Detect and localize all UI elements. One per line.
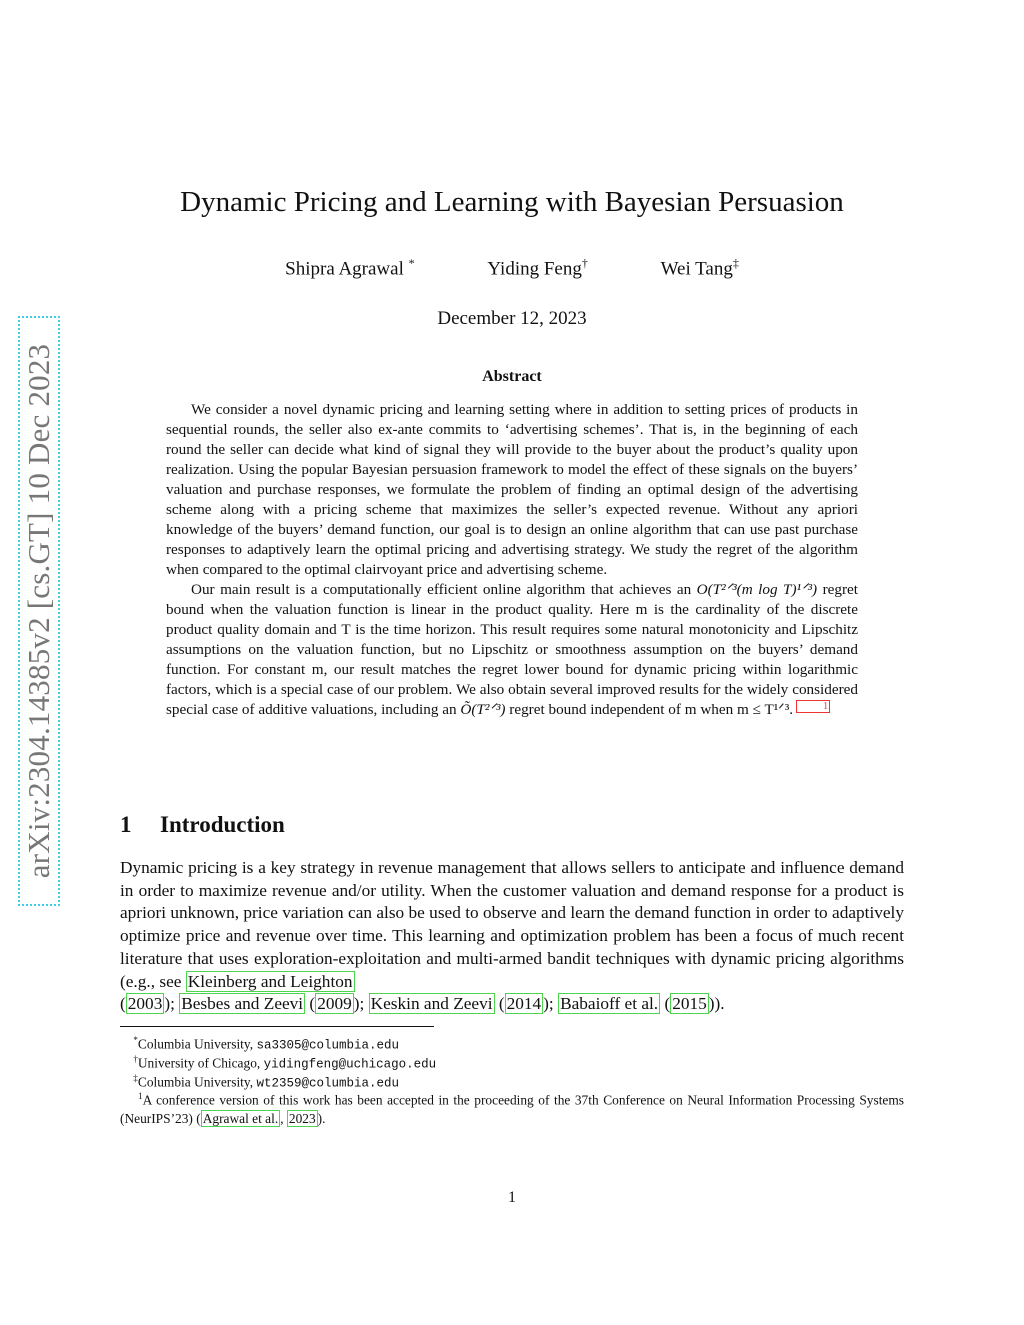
author (285, 256, 414, 280)
citation-year-link[interactable]: 2023 (288, 1110, 316, 1126)
paper-date: December 12, 2023 (437, 308, 587, 329)
footnote-mark: ‡ (133, 1073, 138, 1083)
abstract-paragraph-1: We consider a novel dynamic pricing and learning setting where in addition to setting prices of products in sequential rounds, the seller also ex-ante commits to ‘advertising schemes’. That is, in the beginning of each round the seller can decide what kind of signal they will provide to the buyer about the product’s quality upon realization. Using the popular Bayesian persuasion framework to model the effect of these signals on the buyers’ valuation and purchase responses, we formulate the problem of finding an optimal design of the advertising scheme along with a pricing scheme that maximizes the seller’s expected revenue. Without any apriori knowledge of the buyers’ demand function, our goal is to design an online algorithm that can use past purchase responses to adaptively learn the optimal pricing and advertising strategy. We study the regret of the algorithm when compared to the optimal clairvoyant price and advertising scheme. (166, 401, 858, 578)
page-number: 1 (508, 1189, 516, 1206)
author (661, 256, 739, 280)
section-title: Introduction (160, 812, 285, 837)
abstract-heading: Abstract (482, 368, 542, 385)
footnote-mark: 1 (138, 1091, 143, 1101)
footnote-text: ). (317, 1110, 326, 1126)
section-heading (120, 812, 285, 838)
email-link[interactable]: wt2359@columbia.edu (256, 1076, 399, 1091)
footnote-text: A conference version of this work has been accepted in the proceeding of the 37th Conference on Neural Information Processing Systems (NeurIPS’23) ( (120, 1092, 904, 1126)
citation-link[interactable]: Kleinberg and Leighton (187, 971, 353, 991)
footnote: $^1$A conference version of this work has been accepted in the proceeding of the 37th Conference on Neural Information Processing Systems (NeurIPS’23) ( Agrawal et al. , 2023 ). (120, 1091, 904, 1126)
arxiv-stamp-text: arXiv:2304.14385v2 [cs.GT] 10 Dec 2023 (21, 343, 56, 879)
footnote-rule (120, 1026, 434, 1027)
abstract-text: regret bound independent of m when m ≤ T¹ᐟ³. (509, 701, 794, 718)
author-mark[interactable]: ‡ (732, 256, 739, 270)
footnote-link[interactable]: 1 (796, 700, 830, 713)
citation-link[interactable]: Agrawal et al. (202, 1110, 279, 1126)
author-list (0, 256, 1024, 280)
citation-link[interactable]: Keskin and Zeevi (370, 994, 493, 1014)
section-number: 1 (120, 812, 132, 837)
arxiv-stamp[interactable] (18, 316, 60, 906)
author (487, 256, 587, 280)
author-mark[interactable]: * (408, 256, 415, 270)
footnote-mark: * (133, 1035, 138, 1045)
citation-year-link[interactable]: 2014 (506, 994, 542, 1014)
email-link[interactable]: yidingfeng@uchicago.edu (263, 1057, 437, 1072)
citation-link[interactable]: Besbes and Zeevi (181, 994, 304, 1014)
footnote-text: Columbia University, (137, 1074, 254, 1090)
regret-bound-math: O(T²ᐟ³(m log T)¹ᐟ³) (696, 581, 818, 598)
author-name: Wei Tang (660, 258, 733, 280)
author-mark[interactable]: † (581, 256, 588, 270)
citation-year-link[interactable]: 2003 (127, 994, 163, 1014)
citation-year-link[interactable]: 2009 (317, 994, 352, 1014)
abstract (166, 400, 858, 720)
author-name: Yiding Feng (487, 258, 582, 280)
footnote-text: Columbia University, (137, 1036, 254, 1052)
abstract-text: regret bound when the valuation function is linear in the product quality. Here m is the cardinality of the discrete product quality domain and T is the time horizon. This result requires some natural monotonicity and Lipschitz assumptions on the valuation function, but no Lipschitz or smoothness assumption on the buyers’ demand function. For constant m, our result matches the regret lower bound for dynamic pricing within logarithmic factors, which is a special case of our problem. We also obtain several improved results for the widely considered special case of additive valuations, including an (166, 581, 859, 718)
author-name: Shipra Agrawal (285, 258, 404, 280)
email-link[interactable]: sa3305@columbia.edu (256, 1038, 399, 1053)
intro-text: Dynamic pricing is a key strategy in revenue management that allows sellers to anticipate and influence demand in order to maximize revenue and/or utility. When the customer valuation and demand response for a product is apriori unknown, price variation can also be used to observe and learn the demand function in order to adaptively optimize price and revenue over time. This learning and optimization problem has been a focus of much recent literature that uses exploration-exploitation and multi-armed bandit techniques with dynamic pricing algorithms (e.g., see (120, 858, 904, 991)
abstract-text: Our main result is a computationally efficient online algorithm that achieves an (191, 581, 692, 598)
citation-year-link[interactable]: 2015 (672, 994, 707, 1014)
paper-title: Dynamic Pricing and Learning with Bayesian Persuasion (180, 186, 844, 218)
intro-paragraph: Dynamic pricing is a key strategy in revenue management that allows sellers to anticipate and influence demand in order to maximize revenue and/or utility. When the customer valuation and demand response for a product is apriori unknown, price variation can also be used to observe and learn the demand function in order to adaptively optimize price and revenue over time. This learning and optimization problem has been a focus of much recent literature that uses exploration-exploitation and multi-armed bandit techniques with dynamic pricing algorithms (e.g., see Kleinberg and Leighton ( 2003 ); Besbes and Zeevi ( 2009 ); Keskin and Zeevi ( 2014 ); Babaioff et al. ( 2015 )). (120, 858, 904, 1014)
additive-bound-math: Õ(T²ᐟ³) (460, 701, 506, 718)
abstract-paragraph-2 (166, 580, 858, 720)
footnote-text: University of Chicago, (137, 1055, 261, 1071)
footnote-mark: † (133, 1054, 138, 1064)
citation-link[interactable]: Babaioff et al. (560, 994, 659, 1014)
